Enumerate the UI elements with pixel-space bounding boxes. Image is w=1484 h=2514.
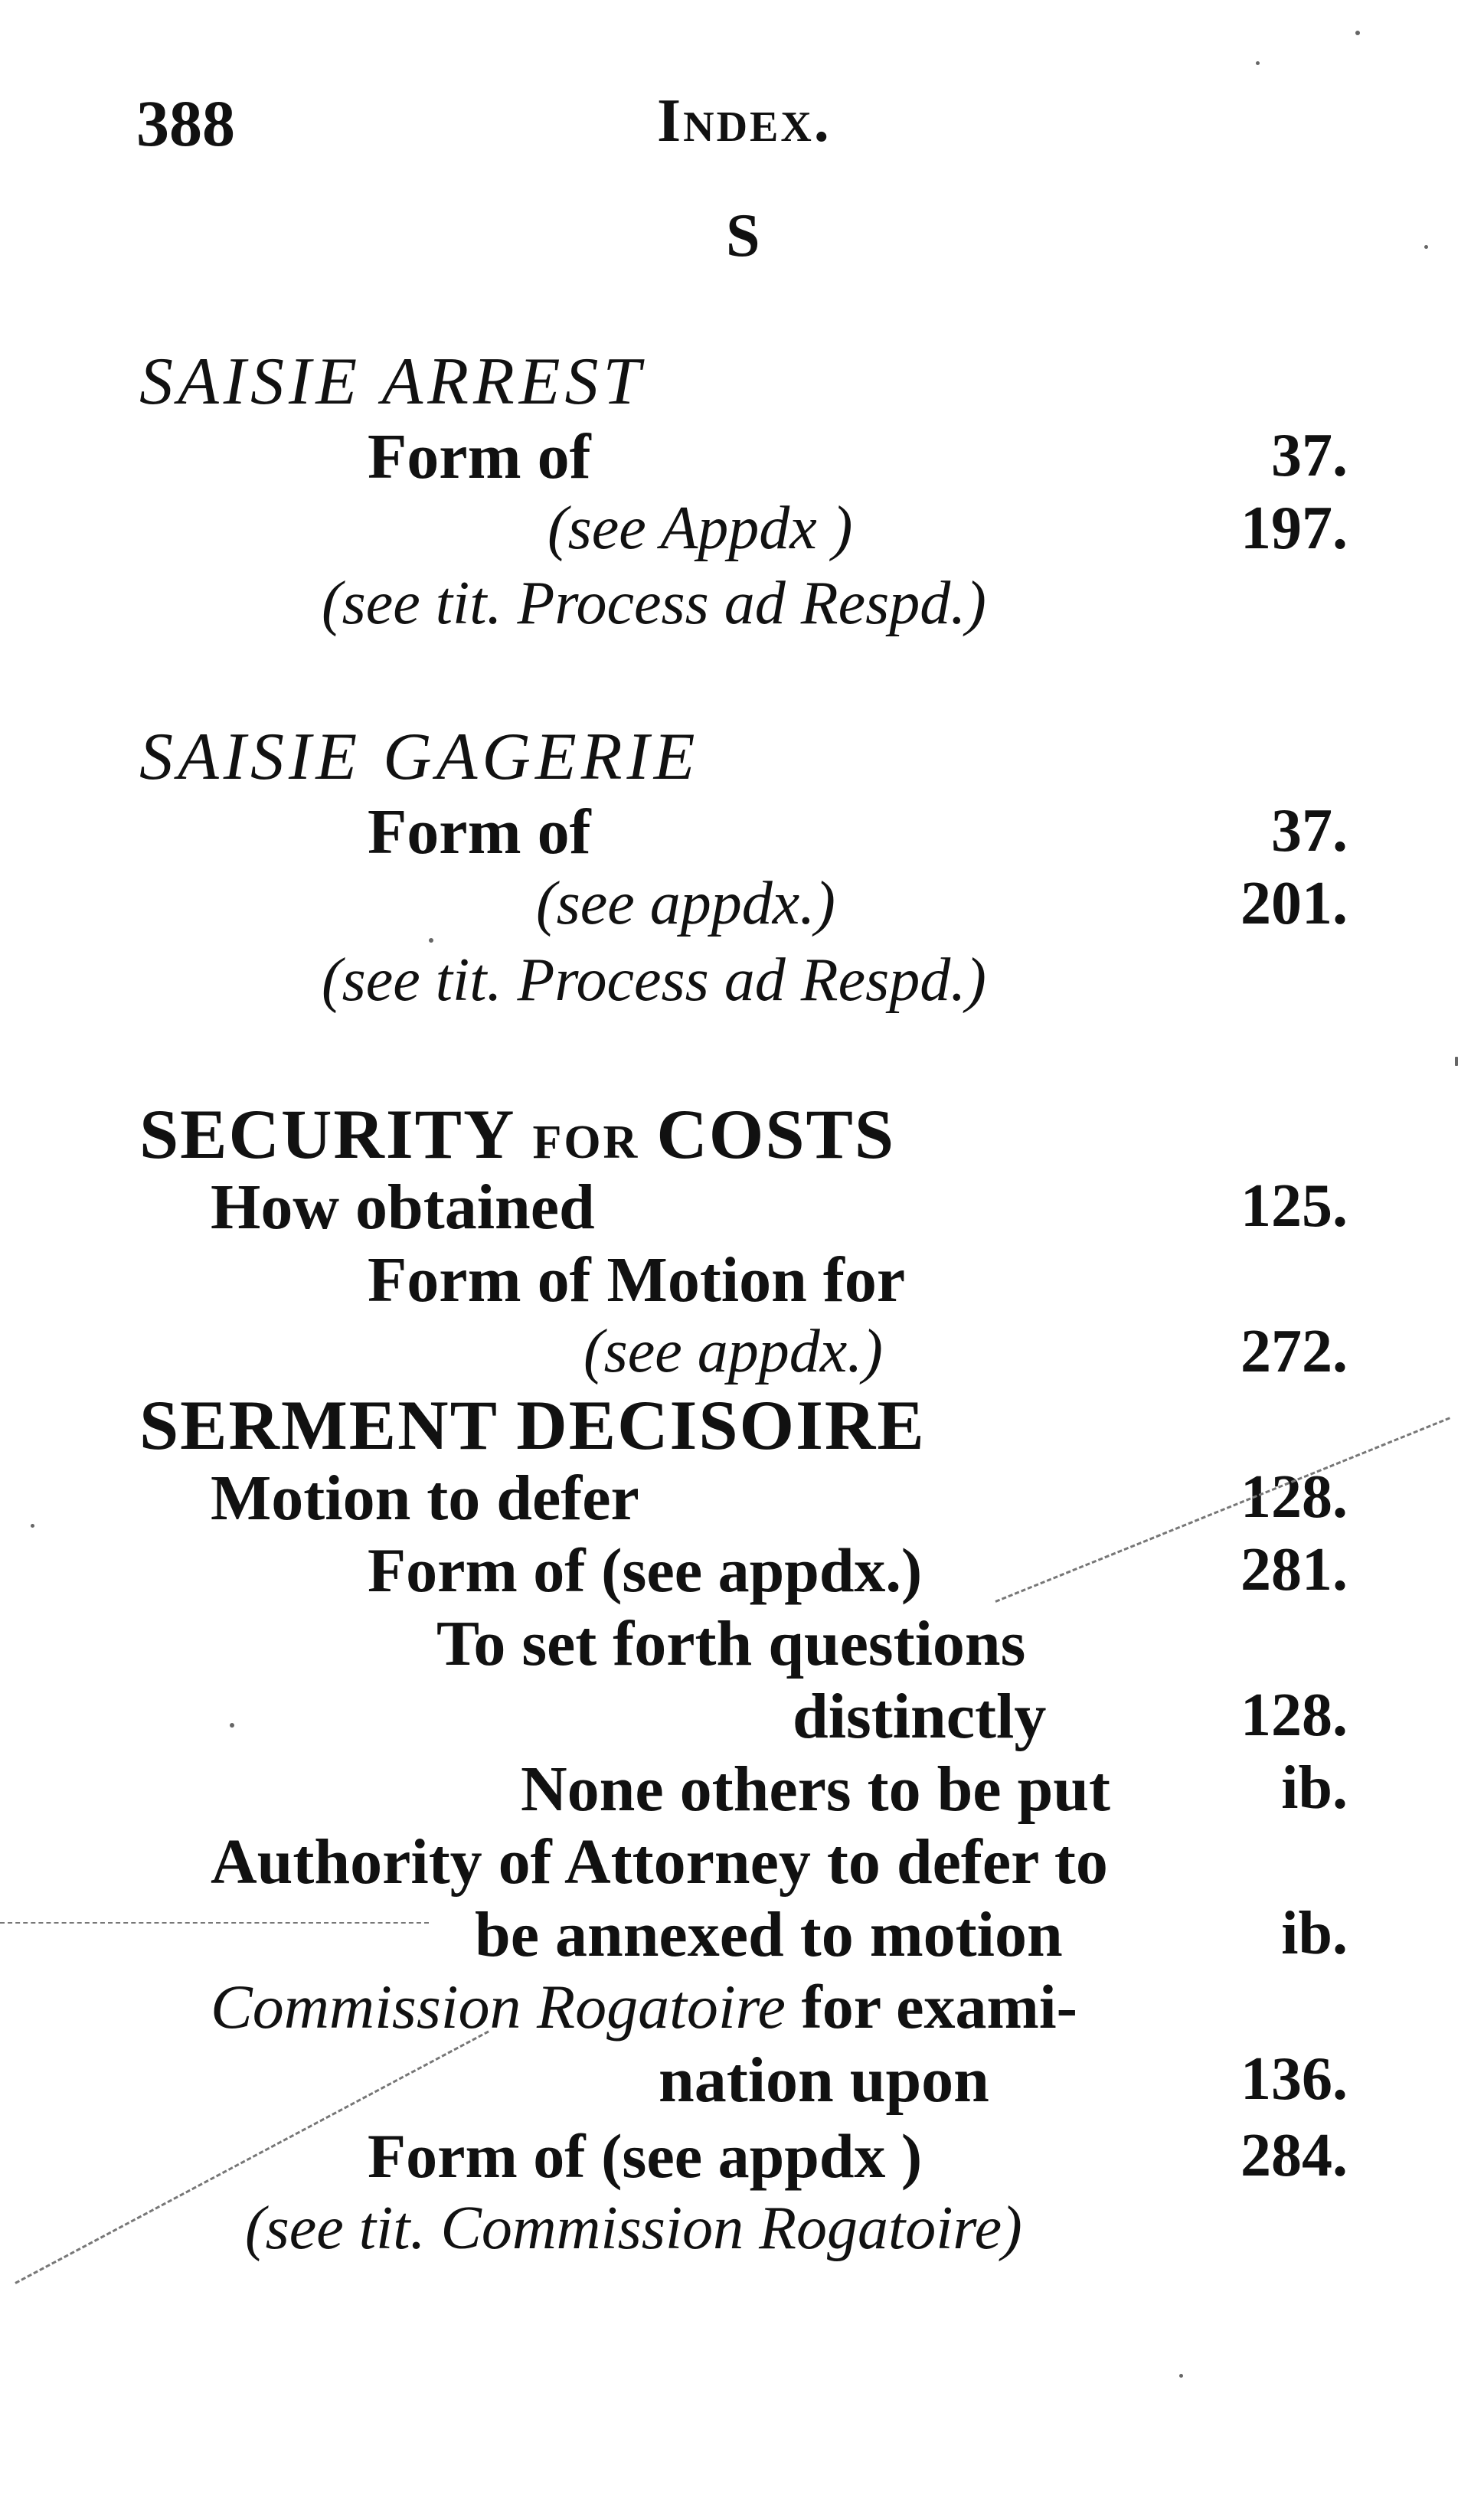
running-title: Index. [657, 87, 832, 155]
heading-saisie-gagerie: SAISIE GAGERIE [139, 720, 700, 794]
heading-security-word: SECURITY [139, 1095, 516, 1173]
saisie-gagerie-see-appdx-page: 201. [1240, 870, 1348, 937]
serment-set-forth-line1: To set forth questions [436, 1608, 1026, 1679]
serment-form-of-2: Form of (see appdx ) [368, 2121, 923, 2191]
serment-form-of-page: 281. [1240, 1536, 1348, 1604]
security-form-of-motion: Form of Motion for [368, 1244, 906, 1316]
scan-speck [31, 1524, 34, 1528]
serment-commission-line1 [211, 1972, 1077, 2042]
saisie-gagerie-see-tit: (see tit. Process ad Respd.) [322, 946, 986, 1014]
serment-none-others-page: ib. [1281, 1754, 1348, 1822]
serment-commission-page: 136. [1240, 2045, 1348, 2113]
serment-authority-line2: be annexed to motion [475, 1899, 1063, 1970]
security-how-obtained-page: 125. [1240, 1172, 1348, 1240]
serment-commission-line2: nation upon [659, 2045, 989, 2116]
saisie-arrest-form-of: Form of [368, 421, 591, 492]
serment-none-others: None others to be put [521, 1754, 1110, 1825]
scan-speck [1256, 61, 1260, 65]
saisie-arrest-form-of-page: 37. [1271, 422, 1348, 489]
scan-speck [230, 1723, 234, 1728]
scan-speck [429, 938, 433, 943]
serment-see-tit: (see tit. Commission Rogatoire) [245, 2195, 1022, 2262]
heading-security-for-costs [139, 1095, 896, 1173]
saisie-arrest-see-appdx-page: 197. [1240, 495, 1348, 562]
serment-set-forth-page: 128. [1240, 1682, 1348, 1749]
scan-speck [1179, 2374, 1183, 2378]
heading-saisie-arrest: SAISIE ARREST [139, 345, 646, 419]
saisie-gagerie-form-of-page: 37. [1271, 797, 1348, 865]
scan-speck [1355, 31, 1360, 35]
serment-form-of: Form of (see appdx.) [368, 1535, 923, 1605]
serment-authority-page: ib. [1281, 1900, 1348, 1967]
section-letter: S [726, 202, 760, 270]
saisie-arrest-see-appdx: (see Appdx ) [548, 495, 853, 562]
security-see-appdx: (see appdx.) [583, 1318, 883, 1385]
serment-set-forth-line2: distinctly [793, 1681, 1047, 1752]
heading-serment-decisoire: SERMENT DECISOIRE [139, 1386, 926, 1464]
serment-motion-to-defer: Motion to defer [211, 1463, 639, 1534]
heading-costs-word: COSTS [656, 1095, 896, 1173]
saisie-arrest-see-tit: (see tit. Process ad Respd.) [322, 570, 986, 637]
serment-form-of-2-page: 284. [1240, 2122, 1348, 2189]
serment-commission-rest: for exami- [785, 1972, 1077, 2042]
heading-for-word: FOR [532, 1116, 640, 1169]
serment-commission-italic: Commission Rogatoire [211, 1972, 786, 2042]
serment-authority-line1: Authority of Attorney to defer to [211, 1826, 1108, 1898]
security-how-obtained: How obtained [211, 1172, 595, 1243]
saisie-gagerie-form-of: Form of [368, 796, 591, 868]
page-number: 388 [136, 87, 235, 160]
scan-speck [1455, 1057, 1458, 1066]
scan-artifact-line [0, 1922, 429, 1924]
serment-motion-to-defer-page: 128. [1240, 1463, 1348, 1531]
security-see-appdx-page: 272. [1240, 1318, 1348, 1385]
scan-speck [1424, 245, 1428, 249]
saisie-gagerie-see-appdx: (see appdx.) [536, 870, 835, 937]
